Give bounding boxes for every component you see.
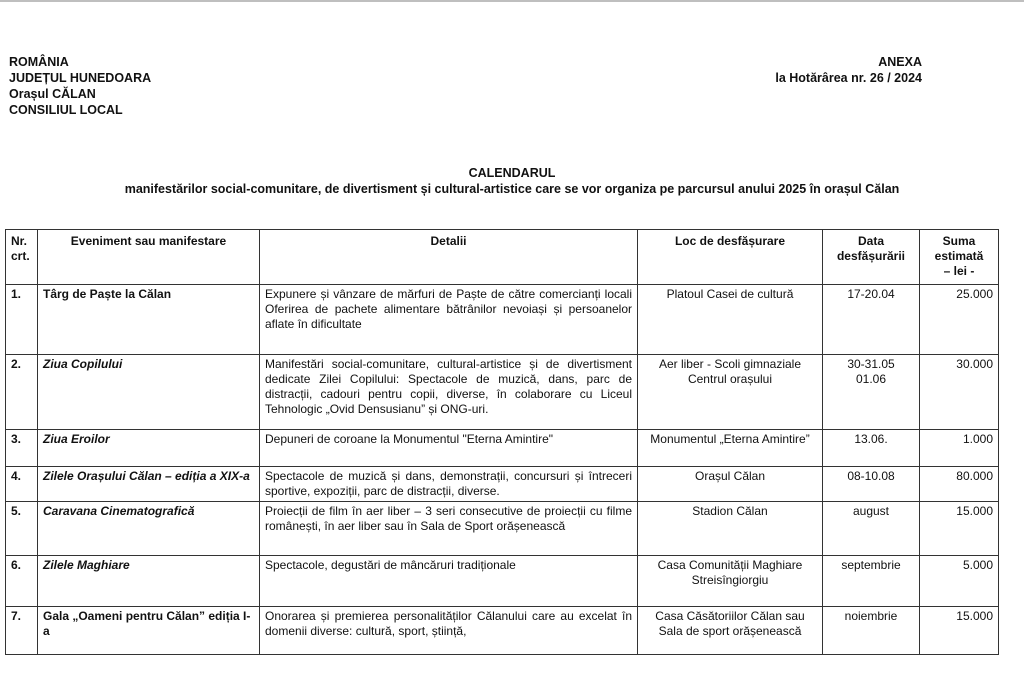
table-row bbox=[6, 607, 999, 655]
event-location: Casa Căsătoriilor Călan sau Sala de sport orășenească bbox=[638, 607, 823, 655]
table-row bbox=[6, 502, 999, 556]
row-number: 2. bbox=[6, 355, 38, 430]
header-location: Loc de desfășurare bbox=[638, 230, 823, 285]
event-name: Târg de Paște la Călan bbox=[38, 285, 260, 355]
events-table bbox=[5, 229, 999, 655]
table-row bbox=[6, 355, 999, 430]
estimated-sum: 15.000 bbox=[920, 607, 999, 655]
event-date-line: 17-20.04 bbox=[847, 287, 895, 301]
event-date bbox=[823, 355, 920, 430]
table-row bbox=[6, 467, 999, 502]
event-details: Depuneri de coroane la Monumentul "Eterna Amintire" bbox=[260, 430, 638, 467]
issuer-country: ROMÂNIA bbox=[9, 55, 69, 69]
document-subtitle: manifestărilor social-comunitare, de divertisment și cultural-artistice care se vor organiza pe parcursul anului 2025 în orașul Călan bbox=[124, 182, 900, 196]
event-date bbox=[823, 502, 920, 556]
header-date: Data desfășurării bbox=[823, 230, 920, 285]
event-location: Monumentul „Eterna Amintire” bbox=[638, 430, 823, 467]
event-date bbox=[823, 430, 920, 467]
event-details: Manifestări social-comunitare, cultural-artistice și de divertisment dedicate Zilei Copilului: Spectacole de muzică, dans, parc de distracții, cadouri pentru copii, diverse, în colaborare cu Liceul Tehnologic „Ovid Densusianu” și ONG-uri. bbox=[260, 355, 638, 430]
row-number: 5. bbox=[6, 502, 38, 556]
event-name: Caravana Cinematografică bbox=[38, 502, 260, 556]
event-details: Onorarea și premierea personalităților Călanului care au excelat în domenii diverse: cultură, sport, știință, bbox=[260, 607, 638, 655]
row-number: 1. bbox=[6, 285, 38, 355]
event-date bbox=[823, 467, 920, 502]
event-location: Stadion Călan bbox=[638, 502, 823, 556]
event-date-line: noiembrie bbox=[844, 609, 898, 623]
table-row bbox=[6, 556, 999, 607]
event-name: Zilele Orașului Călan – ediția a XIX-a bbox=[38, 467, 260, 502]
table-row bbox=[6, 285, 999, 355]
row-number: 6. bbox=[6, 556, 38, 607]
header-sum: Suma estimată – lei - bbox=[920, 230, 999, 285]
event-location: Aer liber - Scoli gimnaziale Centrul orașului bbox=[638, 355, 823, 430]
annex-decision: la Hotărârea nr. 26 / 2024 bbox=[775, 71, 922, 85]
event-date-line: 08-10.08 bbox=[847, 469, 895, 483]
event-name: Ziua Eroilor bbox=[38, 430, 260, 467]
header-nr: Nr. crt. bbox=[6, 230, 38, 285]
event-details: Spectacole de muzică și dans, demonstrații, concursuri și întreceri sportive, expoziții, parc de distracții, diverse. bbox=[260, 467, 638, 502]
event-details: Expunere și vânzare de mărfuri de Paște de către comercianți locali Oferirea de pachete alimentare bătrânilor nevoiași și persoanelor aflate în dificultate bbox=[260, 285, 638, 355]
event-date-line: septembrie bbox=[841, 558, 901, 572]
table-row bbox=[6, 430, 999, 467]
estimated-sum: 30.000 bbox=[920, 355, 999, 430]
row-number: 3. bbox=[6, 430, 38, 467]
estimated-sum: 15.000 bbox=[920, 502, 999, 556]
header-event: Eveniment sau manifestare bbox=[38, 230, 260, 285]
header-details: Detalii bbox=[260, 230, 638, 285]
event-date bbox=[823, 285, 920, 355]
issuer-county: JUDEȚUL HUNEDOARA bbox=[9, 71, 152, 85]
event-details: Spectacole, degustări de mâncăruri tradiționale bbox=[260, 556, 638, 607]
event-location: Casa Comunității Maghiare Streisîngiorgiu bbox=[638, 556, 823, 607]
event-date-line: august bbox=[852, 504, 890, 518]
estimated-sum: 5.000 bbox=[920, 556, 999, 607]
event-date-line: 01.06 bbox=[855, 372, 887, 386]
top-border bbox=[0, 0, 1024, 2]
table-header-row bbox=[6, 230, 999, 285]
annex-block bbox=[775, 54, 922, 86]
issuer-council: CONSILIUL LOCAL bbox=[9, 103, 123, 117]
event-name: Ziua Copilului bbox=[38, 355, 260, 430]
event-date-line: 13.06. bbox=[854, 432, 888, 446]
event-date-line: 30-31.05 bbox=[847, 357, 895, 371]
event-date bbox=[823, 607, 920, 655]
estimated-sum: 1.000 bbox=[920, 430, 999, 467]
event-date bbox=[823, 556, 920, 607]
event-location: Orașul Călan bbox=[638, 467, 823, 502]
annex-label: ANEXA bbox=[878, 55, 922, 69]
issuer-block bbox=[9, 54, 151, 118]
event-location: Platoul Casei de cultură bbox=[638, 285, 823, 355]
event-name: Gala „Oameni pentru Călan” ediția I-a bbox=[38, 607, 260, 655]
event-details: Proiecții de film în aer liber – 3 seri consecutive de proiecții cu filme românești, în aer liber sau în Sala de Sport orășenească bbox=[260, 502, 638, 556]
row-number: 4. bbox=[6, 467, 38, 502]
issuer-town: Orașul CĂLAN bbox=[9, 87, 96, 101]
row-number: 7. bbox=[6, 607, 38, 655]
document-title: CALENDARUL bbox=[468, 166, 556, 180]
event-name: Zilele Maghiare bbox=[38, 556, 260, 607]
estimated-sum: 25.000 bbox=[920, 285, 999, 355]
estimated-sum: 80.000 bbox=[920, 467, 999, 502]
